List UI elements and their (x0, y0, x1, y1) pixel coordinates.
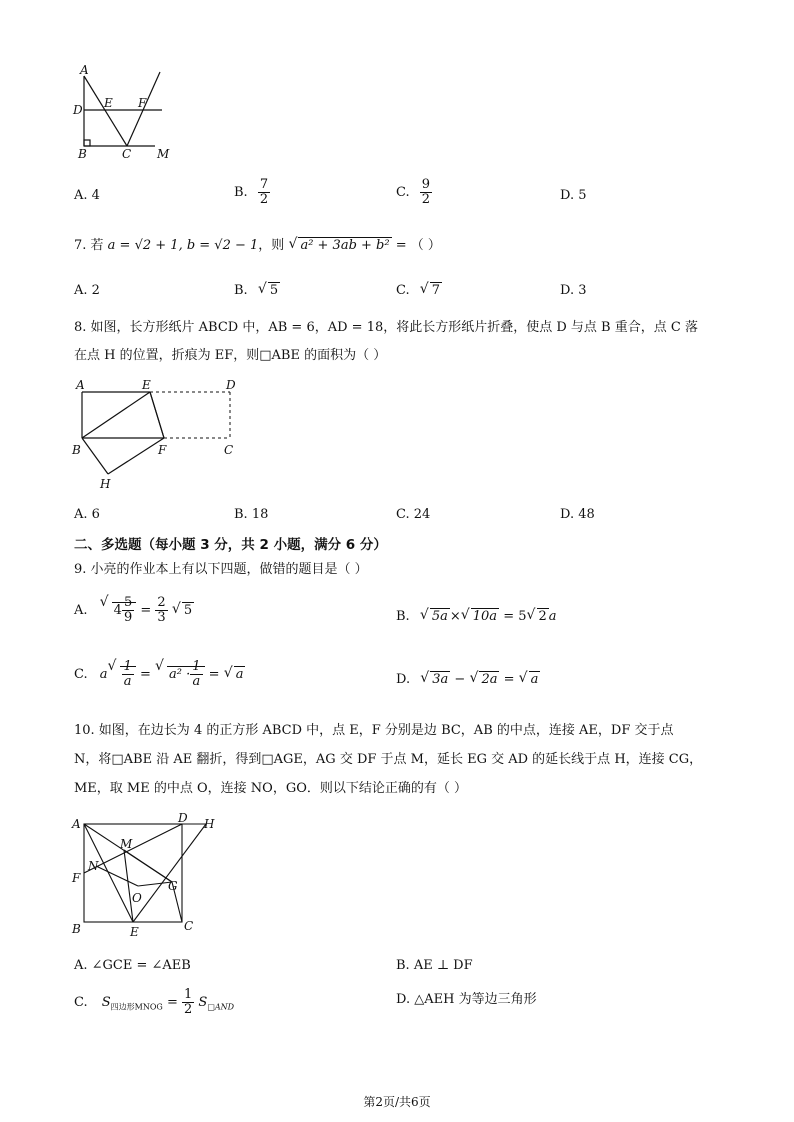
q6-option-c-label: C. (396, 185, 410, 200)
q7-option-d: D. 3 (560, 283, 587, 298)
q7-option-c: C. √ 7 (396, 283, 442, 299)
q9-a-root: √ 4 $\frac{5}{9}$ (100, 596, 137, 625)
fig6-label-a: A (80, 64, 89, 77)
fig8-label-h: H (100, 477, 111, 491)
q7-condition: a = √2 + 1, b = √2 − 1 (107, 238, 259, 253)
q8-stem-line2: 在点 H 的位置，折痕为 EF，则□ABE 的面积为（ ） (74, 348, 387, 363)
q8-option-d: D. 48 (560, 507, 595, 522)
fig10-label-g: G (168, 879, 178, 893)
fig6-label-b: B (78, 147, 87, 159)
fig10-label-e: E (130, 925, 139, 939)
fig10-label-n: N (88, 859, 99, 873)
fig8-label-e: E (142, 378, 151, 392)
q7-option-c-root: √ 7 (420, 283, 442, 299)
fig6-label-m: M (157, 147, 170, 159)
fig6-label-c: C (122, 147, 132, 159)
q9-option-b: B. √ 5a ×√ 10a = 5√ 2 a (396, 609, 557, 625)
fig10-label-h: H (204, 817, 215, 831)
q6-option-b-label: B. (234, 185, 248, 200)
q9-stem: 9. 小亮的作业本上有以下四题，做错的题目是（ ） (74, 562, 368, 577)
q6-option-b-fraction: $\frac{7}{2}$ (259, 177, 269, 207)
section-2-title: 二、多选题（每小题 3 分，共 2 小题，满分 6 分） (74, 537, 387, 553)
q9-option-a: A. √ 4 $\frac{5}{9}$ = $\frac{2}{3}$ √ 5 (74, 596, 194, 625)
fig10-label-o: O (132, 891, 142, 905)
q8-option-b: B. 18 (234, 507, 269, 522)
q7-option-b: B. √ 5 (234, 283, 280, 299)
fig10-label-m: M (120, 837, 133, 851)
q8-figure (70, 374, 250, 494)
fig6-label-e: E (104, 96, 113, 110)
q10-option-a: A. ∠GCE = ∠AEB (74, 958, 191, 973)
q10-stem-line1: 10. 如图，在边长为 4 的正方形 ABCD 中，点 E，F 分别是边 BC，AB 的中点，连接 AE，DF 交于点 (74, 723, 674, 738)
q6-figure (70, 64, 180, 159)
q7-stem: 7. 若 a = √2 + 1, b = √2 − 1，则 √ a² + 3ab + b² = （ ） (74, 238, 441, 254)
fig10-label-a: A (72, 817, 81, 831)
q9-option-c: C. a √ $\frac{1}{a}$ = √ a² · $\frac{1}{a}$ = √ a (74, 660, 245, 689)
q6-option-c (396, 178, 432, 207)
page-footer: 第2页/共6页 (363, 1095, 431, 1109)
q6-option-a: A. 4 (74, 188, 100, 203)
q8-option-c: C. 24 (396, 507, 431, 522)
q10-stem-line2: N，将□ABE 沿 AE 翻折，得到□AGE，AG 交 DF 于点 M，延长 EG 交 AD 的延长线于点 H，连接 CG， (74, 752, 703, 767)
q7-root-expression: √ a² + 3ab + b² (288, 238, 391, 254)
fig8-label-a: A (76, 378, 85, 392)
q7-option-b-root: √ 5 (258, 283, 280, 299)
q10-stem-line3: ME，取 ME 的中点 O，连接 NO，GO．则以下结论正确的有（ ） (74, 781, 467, 796)
q10-option-d: D. △AEH 为等边三角形 (396, 992, 537, 1007)
q9-option-d: D. √ 3a − √ 2a = √ a (396, 672, 540, 688)
fig10-label-f: F (72, 871, 81, 885)
fig8-label-c: C (224, 443, 234, 457)
fig8-label-d: D (226, 378, 236, 392)
q6-option-b (234, 178, 270, 207)
fig10-label-c: C (184, 919, 194, 933)
q7-option-a: A. 2 (74, 283, 100, 298)
q9-a-rhs-fraction: $\frac{2}{3}$ (157, 595, 166, 625)
fig6-label-f: F (138, 96, 147, 110)
q10-figure (68, 812, 228, 940)
q8-stem-line1: 8. 如图，长方形纸片 ABCD 中，AB = 6，AD = 18，将此长方形纸片折叠，使点 D 与点 B 重合，点 C 落 (74, 320, 698, 335)
fig6-label-d: D (73, 103, 83, 117)
q10-option-b: B. AE ⊥ DF (396, 958, 473, 973)
q8-option-a: A. 6 (74, 507, 100, 522)
q6-option-c-fraction: $\frac{9}{2}$ (421, 177, 431, 207)
fig10-label-b: B (72, 922, 81, 936)
q10-option-c: C. $S_{四边形MNOG}$ = $\frac{1}{2}$ $S_{□AND}$ (74, 987, 235, 1017)
q6-option-d: D. 5 (560, 188, 587, 203)
fig8-label-b: B (72, 443, 81, 457)
fig10-label-d: D (178, 812, 188, 825)
fig8-label-f: F (158, 443, 167, 457)
